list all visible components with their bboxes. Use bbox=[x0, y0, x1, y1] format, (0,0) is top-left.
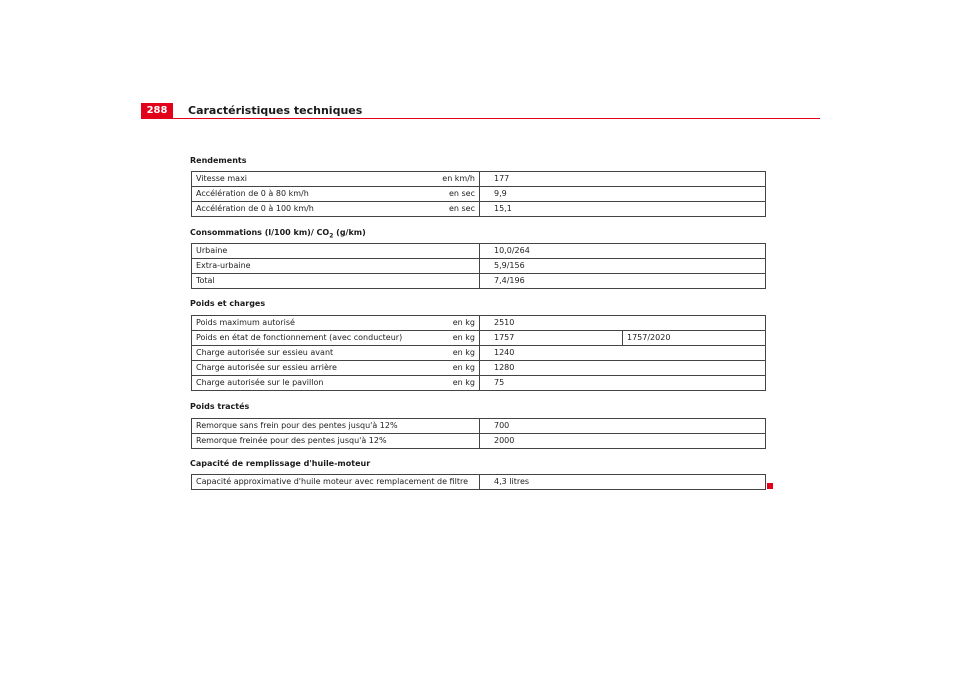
table-row bbox=[192, 172, 766, 187]
row-label: Remorque freinée pour des pentes jusqu'à 12% bbox=[192, 434, 480, 449]
row-label: Capacité approximative d'huile moteur avec remplacement de filtre bbox=[192, 475, 480, 490]
consommations-title-tail: (g/km) bbox=[333, 228, 366, 237]
row-label: Total bbox=[192, 274, 480, 289]
row-unit: en km/h bbox=[437, 172, 480, 187]
page-title: Caractéristiques techniques bbox=[188, 104, 363, 117]
row-label: Poids maximum autorisé bbox=[192, 316, 437, 331]
table-row bbox=[192, 202, 766, 217]
row-label: Charge autorisée sur le pavillon bbox=[192, 376, 437, 391]
section-title-poids-tractes: Poids tractés bbox=[190, 402, 250, 411]
row-label: Vitesse maxi bbox=[192, 172, 437, 187]
row-value: 9,9 bbox=[480, 187, 766, 202]
section-title-consommations bbox=[190, 227, 366, 242]
row-value: 10,0/264 bbox=[480, 244, 766, 259]
table-row bbox=[192, 274, 766, 289]
header-divider bbox=[141, 118, 820, 119]
page-number: 288 bbox=[141, 103, 173, 119]
table-row bbox=[192, 361, 766, 376]
table-row bbox=[192, 376, 766, 391]
section-title-poids: Poids et charges bbox=[190, 299, 266, 308]
poids-tractes-table bbox=[191, 418, 766, 449]
row-value: 2510 bbox=[480, 316, 766, 331]
row-value: 5,9/156 bbox=[480, 259, 766, 274]
poids-table bbox=[191, 315, 766, 391]
row-value: 15,1 bbox=[480, 202, 766, 217]
consommations-title-sub: 2 bbox=[329, 232, 334, 240]
row-label: Urbaine bbox=[192, 244, 480, 259]
row-value: 1757 bbox=[480, 331, 623, 346]
row-value: 7,4/196 bbox=[480, 274, 766, 289]
consommations-table bbox=[191, 243, 766, 289]
row-value: 4,3 litres bbox=[480, 475, 766, 490]
row-value: 1240 bbox=[480, 346, 766, 361]
row-unit: en kg bbox=[437, 376, 480, 391]
table-row bbox=[192, 434, 766, 449]
table-row bbox=[192, 259, 766, 274]
section-title-rendements: Rendements bbox=[190, 156, 247, 165]
row-unit: en kg bbox=[437, 331, 480, 346]
section-end-marker bbox=[767, 483, 773, 489]
huile-table bbox=[191, 474, 766, 490]
table-row bbox=[192, 419, 766, 434]
row-label: Charge autorisée sur essieu arrière bbox=[192, 361, 437, 376]
row-value-alt: 1757/2020 bbox=[623, 331, 766, 346]
table-row bbox=[192, 244, 766, 259]
table-row bbox=[192, 316, 766, 331]
row-value: 700 bbox=[480, 419, 766, 434]
table-row bbox=[192, 331, 766, 346]
table-row bbox=[192, 475, 766, 490]
row-unit: en sec bbox=[437, 187, 480, 202]
table-row bbox=[192, 187, 766, 202]
row-label: Remorque sans frein pour des pentes jusqu'à 12% bbox=[192, 419, 480, 434]
row-label: Extra-urbaine bbox=[192, 259, 480, 274]
row-unit: en kg bbox=[437, 316, 480, 331]
row-value: 177 bbox=[480, 172, 766, 187]
rendements-table bbox=[191, 171, 766, 217]
consommations-title-main: Consommations (l/100 km)/ CO bbox=[190, 228, 330, 237]
row-value: 1280 bbox=[480, 361, 766, 376]
row-value: 75 bbox=[480, 376, 766, 391]
row-value: 2000 bbox=[480, 434, 766, 449]
row-label: Charge autorisée sur essieu avant bbox=[192, 346, 437, 361]
row-label: Accélération de 0 à 100 km/h bbox=[192, 202, 437, 217]
table-row bbox=[192, 346, 766, 361]
row-unit: en kg bbox=[437, 361, 480, 376]
row-unit: en kg bbox=[437, 346, 480, 361]
row-label: Accélération de 0 à 80 km/h bbox=[192, 187, 437, 202]
row-label: Poids en état de fonctionnement (avec conducteur) bbox=[192, 331, 437, 346]
row-unit: en sec bbox=[437, 202, 480, 217]
section-title-huile: Capacité de remplissage d'huile-moteur bbox=[190, 459, 371, 468]
